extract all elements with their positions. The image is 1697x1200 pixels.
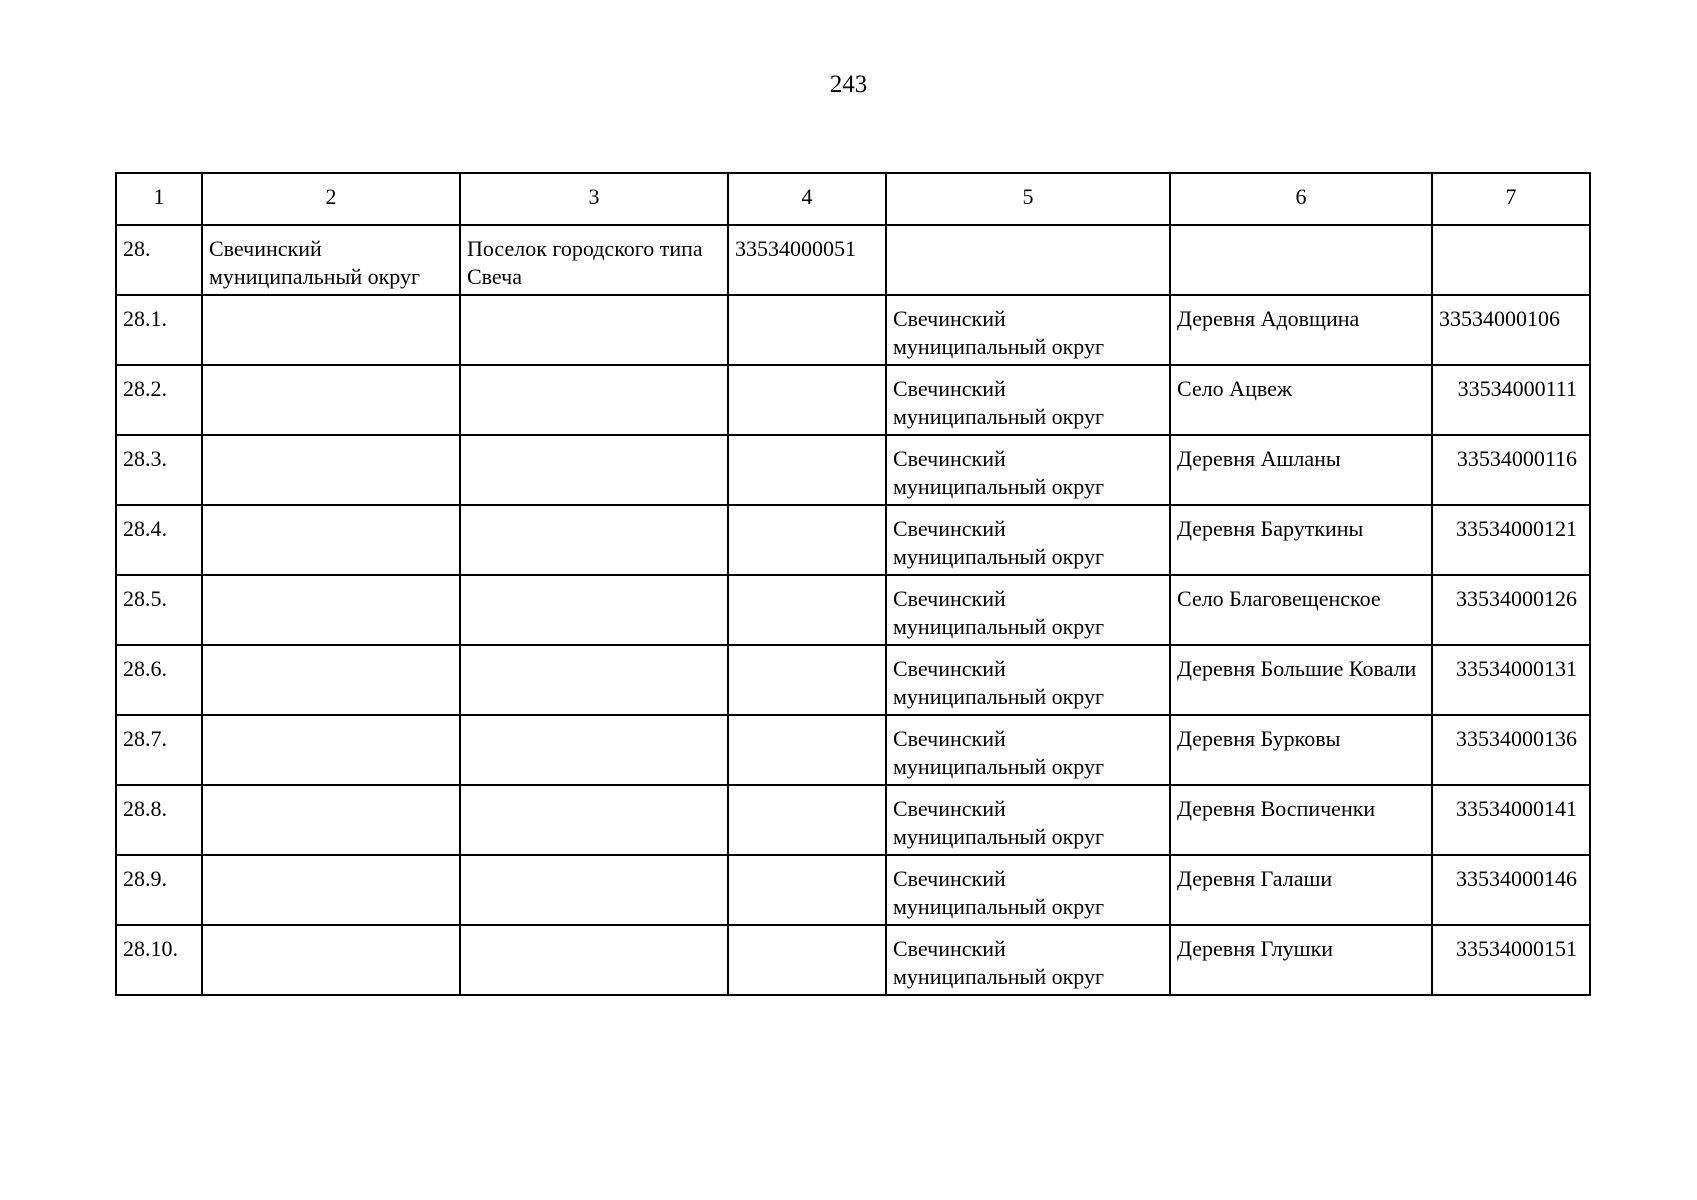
table-cell: 33534000136 bbox=[1432, 715, 1590, 785]
table-cell: 28.10. bbox=[116, 925, 202, 995]
table-cell: Поселок городского типа Свеча bbox=[460, 225, 728, 295]
table-cell: Свечинский муниципальный округ bbox=[202, 225, 460, 295]
table-cell: Село Благовещенское bbox=[1170, 575, 1432, 645]
table-cell bbox=[728, 575, 886, 645]
table-header-row bbox=[116, 173, 1590, 225]
table-cell: Свечинский муниципальный округ bbox=[886, 435, 1170, 505]
table-row bbox=[116, 435, 1590, 505]
table-cell: Свечинский муниципальный округ bbox=[886, 295, 1170, 365]
table-cell bbox=[202, 715, 460, 785]
table-cell: 28.9. bbox=[116, 855, 202, 925]
table-row bbox=[116, 575, 1590, 645]
table-cell bbox=[728, 645, 886, 715]
table-cell: 28.2. bbox=[116, 365, 202, 435]
table-cell: Деревня Бурковы bbox=[1170, 715, 1432, 785]
table-cell: 28.4. bbox=[116, 505, 202, 575]
table-row bbox=[116, 925, 1590, 995]
table-cell bbox=[460, 645, 728, 715]
table-cell: 28.7. bbox=[116, 715, 202, 785]
table-cell bbox=[1432, 225, 1590, 295]
column-header: 2 bbox=[202, 173, 460, 225]
table-cell bbox=[202, 925, 460, 995]
table-cell: Село Ацвеж bbox=[1170, 365, 1432, 435]
table-cell: 33534000121 bbox=[1432, 505, 1590, 575]
table-cell: Деревня Баруткины bbox=[1170, 505, 1432, 575]
table-row bbox=[116, 785, 1590, 855]
table-cell bbox=[202, 505, 460, 575]
table-cell: 33534000106 bbox=[1432, 295, 1590, 365]
table-cell bbox=[728, 785, 886, 855]
table-cell bbox=[728, 505, 886, 575]
table-cell: 28.3. bbox=[116, 435, 202, 505]
table-cell: 28.8. bbox=[116, 785, 202, 855]
table-cell bbox=[202, 295, 460, 365]
table-cell bbox=[728, 855, 886, 925]
table-cell bbox=[728, 925, 886, 995]
table-cell bbox=[202, 575, 460, 645]
page-number: 243 bbox=[829, 71, 868, 98]
table-cell: 33534000146 bbox=[1432, 855, 1590, 925]
table-row bbox=[116, 645, 1590, 715]
column-header: 1 bbox=[116, 173, 202, 225]
column-header: 4 bbox=[728, 173, 886, 225]
table-cell bbox=[460, 435, 728, 505]
table-row bbox=[116, 715, 1590, 785]
table-cell bbox=[460, 365, 728, 435]
table-cell bbox=[728, 365, 886, 435]
table-cell: 28.1. bbox=[116, 295, 202, 365]
table-cell bbox=[202, 365, 460, 435]
table-cell: 28.6. bbox=[116, 645, 202, 715]
table-cell: Деревня Адовщина bbox=[1170, 295, 1432, 365]
table-cell: 33534000131 bbox=[1432, 645, 1590, 715]
column-header: 7 bbox=[1432, 173, 1590, 225]
table-cell: 33534000141 bbox=[1432, 785, 1590, 855]
column-header: 6 bbox=[1170, 173, 1432, 225]
column-header: 5 bbox=[886, 173, 1170, 225]
table-cell: 33534000116 bbox=[1432, 435, 1590, 505]
table-cell: Свечинский муниципальный округ bbox=[886, 715, 1170, 785]
table-cell: 28. bbox=[116, 225, 202, 295]
table-cell bbox=[1170, 225, 1432, 295]
table-cell bbox=[460, 505, 728, 575]
table-cell: Деревня Воспиченки bbox=[1170, 785, 1432, 855]
table-cell bbox=[460, 855, 728, 925]
table-row bbox=[116, 365, 1590, 435]
table-cell: Свечинский муниципальный округ bbox=[886, 925, 1170, 995]
table-cell: Деревня Ашланы bbox=[1170, 435, 1432, 505]
table-cell: Свечинский муниципальный округ bbox=[886, 505, 1170, 575]
table-cell: 33534000051 bbox=[728, 225, 886, 295]
table-cell: Свечинский муниципальный округ bbox=[886, 855, 1170, 925]
table-cell bbox=[202, 435, 460, 505]
table-row bbox=[116, 225, 1590, 295]
table-cell: Свечинский муниципальный округ bbox=[886, 785, 1170, 855]
table-cell bbox=[886, 225, 1170, 295]
table-cell: Деревня Галаши bbox=[1170, 855, 1432, 925]
table-cell: Свечинский муниципальный округ bbox=[886, 575, 1170, 645]
table-cell bbox=[460, 295, 728, 365]
settlements-table bbox=[115, 172, 1591, 996]
table-cell bbox=[728, 295, 886, 365]
table-cell: Свечинский муниципальный округ bbox=[886, 365, 1170, 435]
table-cell: Деревня Большие Ковали bbox=[1170, 645, 1432, 715]
table-row bbox=[116, 295, 1590, 365]
table-cell bbox=[460, 715, 728, 785]
table-row bbox=[116, 505, 1590, 575]
table-cell bbox=[460, 925, 728, 995]
table-cell bbox=[202, 785, 460, 855]
table-cell: 33534000111 bbox=[1432, 365, 1590, 435]
table-cell: 33534000151 bbox=[1432, 925, 1590, 995]
table-cell: 33534000126 bbox=[1432, 575, 1590, 645]
table-cell bbox=[460, 575, 728, 645]
table-cell bbox=[202, 855, 460, 925]
table-cell bbox=[728, 435, 886, 505]
table-body bbox=[116, 225, 1590, 995]
table-cell bbox=[460, 785, 728, 855]
column-header: 3 bbox=[460, 173, 728, 225]
table-cell: Деревня Глушки bbox=[1170, 925, 1432, 995]
table-cell bbox=[202, 645, 460, 715]
table-cell: 28.5. bbox=[116, 575, 202, 645]
table-row bbox=[116, 855, 1590, 925]
table-cell bbox=[728, 715, 886, 785]
table-cell: Свечинский муниципальный округ bbox=[886, 645, 1170, 715]
